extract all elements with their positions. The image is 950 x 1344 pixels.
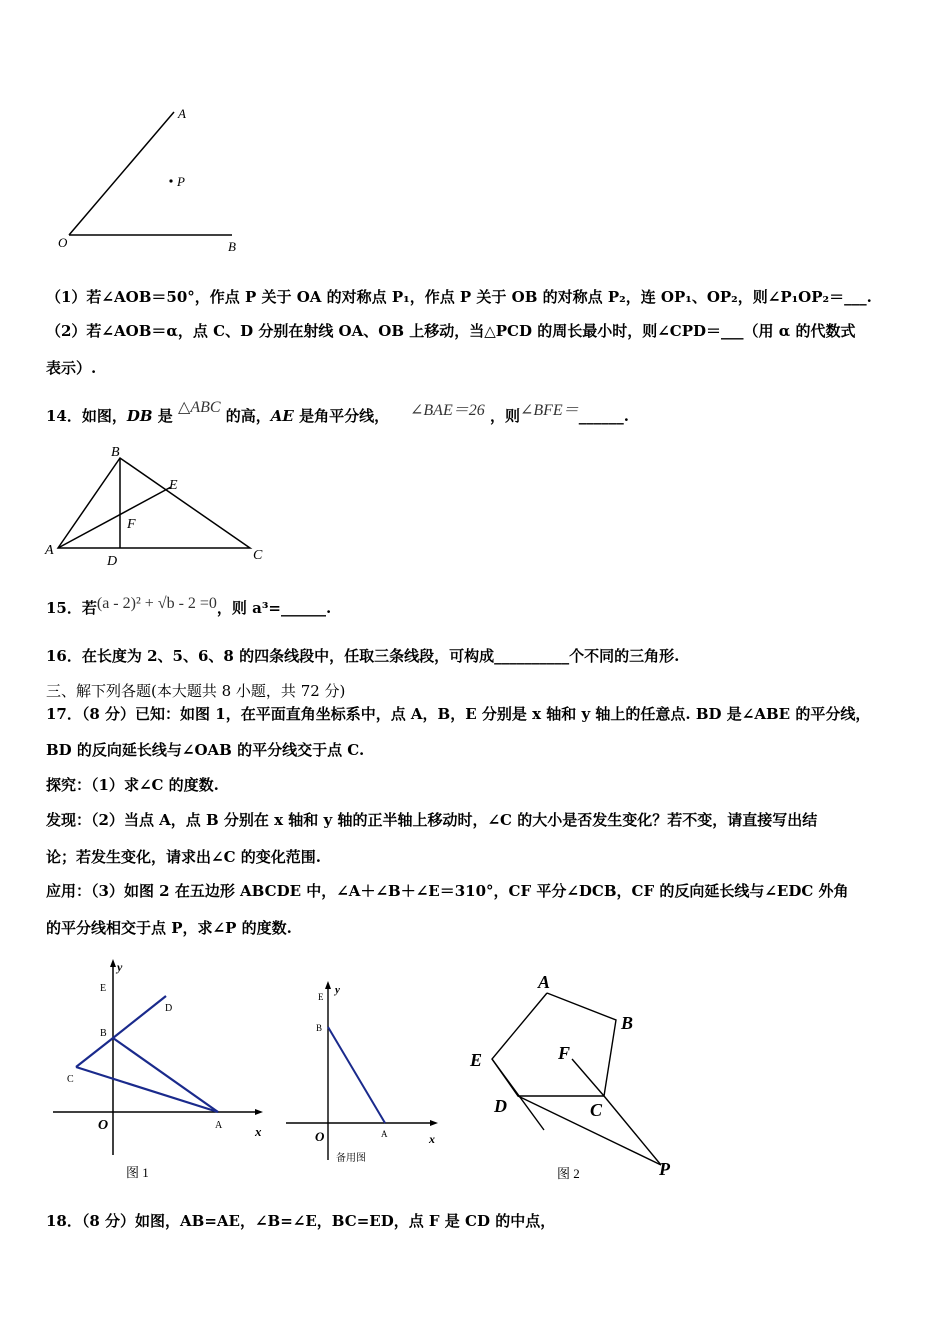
q17-explore: 探究：（1）求∠C 的度数. [46, 776, 219, 794]
label-p: P [659, 1159, 670, 1179]
segment-ca [76, 1067, 218, 1112]
q15-suffix: ，则 a³=______. [216, 599, 332, 617]
segment-bd [113, 996, 166, 1038]
label-c: C [253, 548, 263, 563]
label-p: P [177, 174, 185, 189]
figure-2-caption: 图 2 [557, 1166, 580, 1181]
label-o: O [58, 235, 68, 250]
label-o: O [315, 1129, 325, 1144]
q15-text [46, 597, 331, 618]
q13-part2-line2: 表示）. [46, 359, 97, 377]
label-a: A [215, 1120, 223, 1131]
figure-2 [460, 965, 690, 1190]
section3-title: 三、解下列各题(本大题共 8 小题，共 72 分) [46, 682, 346, 700]
q14-ae: AE [270, 407, 294, 425]
segment-ba [113, 1038, 218, 1112]
triangle-abc-figure [40, 440, 280, 575]
q14-is: 是 [152, 407, 179, 425]
label-b: B [228, 239, 236, 254]
triangle-abc [58, 458, 250, 548]
label-b: B [100, 1028, 107, 1039]
angle-aob-figure [50, 100, 260, 260]
q17-line1: 17．（8 分）已知：如图 1，在平面直角坐标系中，点 A，B，E 分别是 x 轴和 y 轴上的任意点. BD 是∠ABE 的平分线， [46, 705, 871, 723]
pentagon-abcde [492, 993, 616, 1096]
label-f: F [127, 517, 136, 532]
label-x: x [429, 1132, 435, 1146]
point-p-dot [169, 179, 172, 182]
q17-discover2: 论；若发生变化，请求出∠C 的变化范围. [46, 848, 321, 866]
label-a: A [538, 972, 551, 992]
label-b: B [621, 1013, 634, 1033]
q14-angle: ∠BAE＝26 [409, 402, 485, 419]
label-o: O [98, 1118, 109, 1133]
q14-prefix: 14．如图， [46, 407, 127, 425]
q15-expression: (a - 2)² + √b - 2 =0 [96, 595, 217, 612]
label-y: y [335, 984, 340, 996]
ray-oa [69, 112, 174, 235]
label-e: E [318, 992, 324, 1002]
backup-figure [280, 975, 445, 1170]
x-axis-arrow [255, 1109, 263, 1115]
q18-text: 18．（8 分）如图，AB=AE，∠B=∠E，BC=ED，点 F 是 CD 的中点， [46, 1212, 556, 1230]
label-y: y [117, 960, 123, 974]
q17-apply2: 的平分线相交于点 P，求∠P 的度数. [46, 919, 292, 937]
label-b: B [316, 1023, 323, 1033]
figure-1 [45, 955, 275, 1185]
label-e: E [169, 478, 178, 493]
segment-fc [572, 1059, 604, 1096]
y-axis-arrow [325, 981, 331, 989]
q14-mid: 的高， [220, 407, 271, 425]
segment-ba [328, 1027, 385, 1123]
q17-discover1: 发现：（2）当点 A，点 B 分别在 x 轴和 y 轴的正半轴上移动时，∠C 的大小是否发生变化？若不变，请直接写出结 [46, 811, 818, 829]
q13-part1: （1）若∠AOB＝50°，作点 P 关于 OA 的对称点 P₁，作点 P 关于 OB 的对称点 P₂，连 OP₁、OP₂，则∠P₁OP₂＝___. [46, 288, 872, 306]
q17-apply1: 应用：（3）如图 2 在五边形 ABCDE 中，∠A＋∠B＋∠E＝310°，CF 平分∠DCB，CF 的反向延长线与∠EDC 外角 [46, 882, 849, 900]
q15-prefix: 15．若 [46, 599, 97, 617]
segment-cp [604, 1096, 661, 1165]
q14-db: DB [126, 407, 153, 425]
label-d: D [165, 1003, 173, 1014]
label-f: F [558, 1043, 571, 1063]
q16-text: 16．在长度为 2、5、6、8 的四条线段中，任取三条线段，可构成__________个不同的三角形. [46, 647, 680, 665]
label-e: E [470, 1050, 483, 1070]
q14-bfe: ∠BFE＝ [519, 402, 579, 419]
label-a: A [381, 1129, 388, 1139]
x-axis-arrow [430, 1120, 438, 1126]
q14-mid2: 是角平分线， [293, 407, 390, 425]
figure-1-caption: 图 1 [126, 1165, 149, 1180]
backup-caption: 备用图 [336, 1153, 366, 1164]
label-a: A [178, 106, 186, 121]
q14-triangle: △ABC [178, 399, 221, 416]
label-b: B [111, 445, 120, 460]
label-d: D [494, 1096, 507, 1116]
q14-text [46, 399, 629, 426]
q14-then: ，则 [489, 407, 520, 425]
extension-ed [492, 1059, 544, 1130]
segment-bc [76, 1038, 113, 1067]
label-d: D [107, 554, 118, 569]
label-c: C [590, 1100, 603, 1120]
q13-part2-line1: （2）若∠AOB＝α，点 C、D 分别在射线 OA、OB 上移动，当△PCD 的周长最小时，则∠CPD＝___（用 α 的代数式 [46, 322, 856, 340]
label-c: C [67, 1074, 74, 1085]
label-a: A [45, 543, 54, 558]
q17-line2: BD 的反向延长线与∠OAB 的平分线交于点 C. [46, 741, 365, 759]
q14-end: ______. [578, 407, 629, 425]
y-axis-arrow [110, 959, 116, 967]
label-x: x [255, 1124, 262, 1139]
bisector-ae [58, 487, 171, 548]
label-e: E [100, 983, 107, 994]
